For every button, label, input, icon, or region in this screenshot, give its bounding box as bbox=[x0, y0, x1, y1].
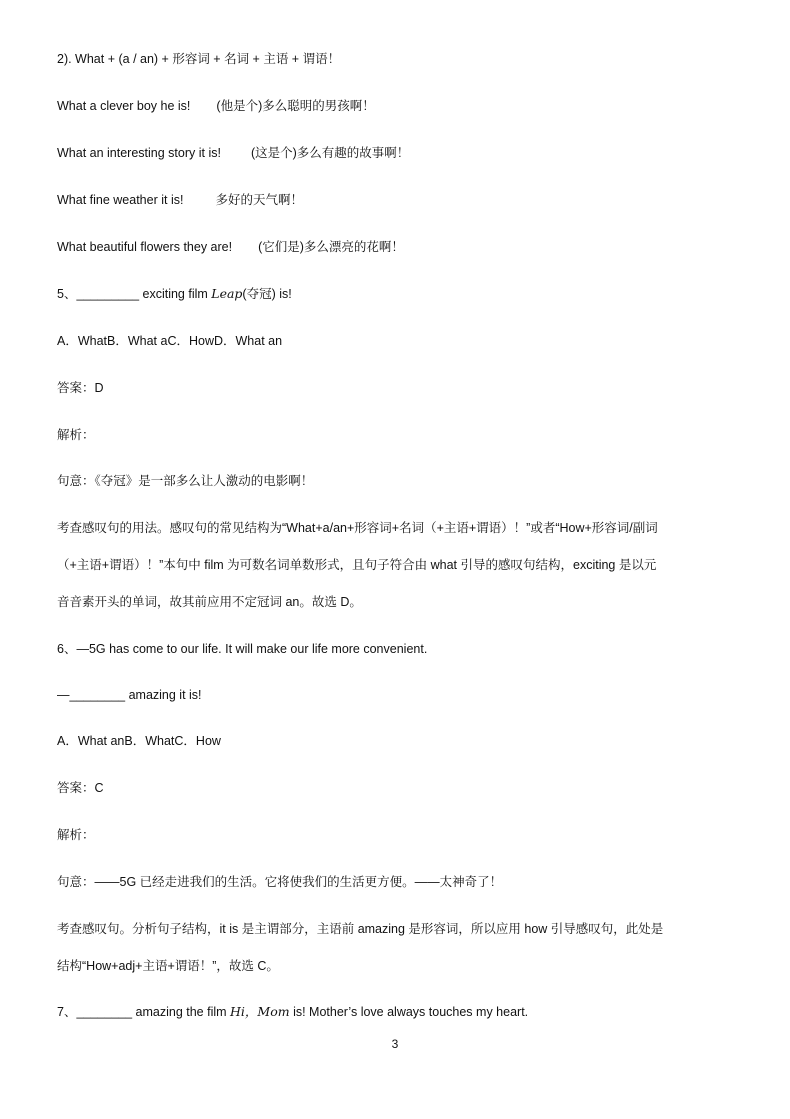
question-5-stem: 5、_________ exciting film Leap(夺冠) is! bbox=[57, 286, 292, 301]
question-5-explanation: 考查感叹句的用法。感叹句的常见结构为“What+a/an+形容词+名词（+主语+谓语）！”或者“How+形容词/副词 bbox=[57, 521, 658, 535]
question-6-analysis-label: 解析： bbox=[57, 828, 95, 842]
question-6-stem: 6、—5G has come to our life. It will make our life more convenient. bbox=[57, 642, 428, 656]
question-6-answer: 答案：C bbox=[57, 781, 104, 795]
question-6-explanation: 结构“How+adj+主语+谓语！”，故选 C。 bbox=[57, 959, 279, 973]
question-5-explanation: 音音素开头的单词，故其前应用不定冠词 an。故选 D。 bbox=[57, 595, 362, 609]
grammar-structure-line: 2). What + (a / an) + 形容词 + 名词 + 主语 + 谓语！ bbox=[57, 52, 341, 66]
question-5-meaning: 句意：《夺冠》是一部多么让人激动的电影啊！ bbox=[57, 474, 314, 488]
question-5-answer: 答案：D bbox=[57, 381, 104, 395]
question-6-options: A．What anB．WhatC．How bbox=[57, 734, 221, 748]
question-6-meaning: 句意：——5G 已经走进我们的生活。它将使我们的生活更方便。——太神奇了！ bbox=[57, 875, 503, 889]
film-title: Leap bbox=[211, 286, 243, 301]
example-sentence: What a clever boy he is! (他是个)多么聪明的男孩啊！ bbox=[57, 99, 375, 113]
question-5-analysis-label: 解析： bbox=[57, 428, 95, 442]
example-sentence: What an interesting story it is! (这是个)多么有趣的故事啊！ bbox=[57, 146, 410, 160]
example-sentence: What fine weather it is! 多好的天气啊！ bbox=[57, 193, 303, 207]
film-title: Hi，Mom bbox=[230, 1004, 290, 1019]
question-6-explanation: 考查感叹句。分析句子结构，it is 是主谓部分，主语前 amazing 是形容词，所以应用 how 引导感叹句，此处是 bbox=[57, 922, 664, 936]
example-sentence: What beautiful flowers they are! (它们是)多么漂亮的花啊！ bbox=[57, 240, 404, 254]
question-5-options: A．WhatB．What aC．HowD．What an bbox=[57, 334, 283, 348]
question-6-reply: —________ amazing it is! bbox=[57, 688, 202, 702]
page-number: 3 bbox=[391, 1037, 399, 1051]
question-7-stem: 7、________ amazing the film Hi，Mom is! Mother’s love always touches my heart. bbox=[57, 1004, 529, 1019]
question-5-explanation: （+主语+谓语）！”本句中 film 为可数名词单数形式，且句子符合由 what 引导的感叹句结构，exciting 是以元 bbox=[57, 558, 657, 572]
